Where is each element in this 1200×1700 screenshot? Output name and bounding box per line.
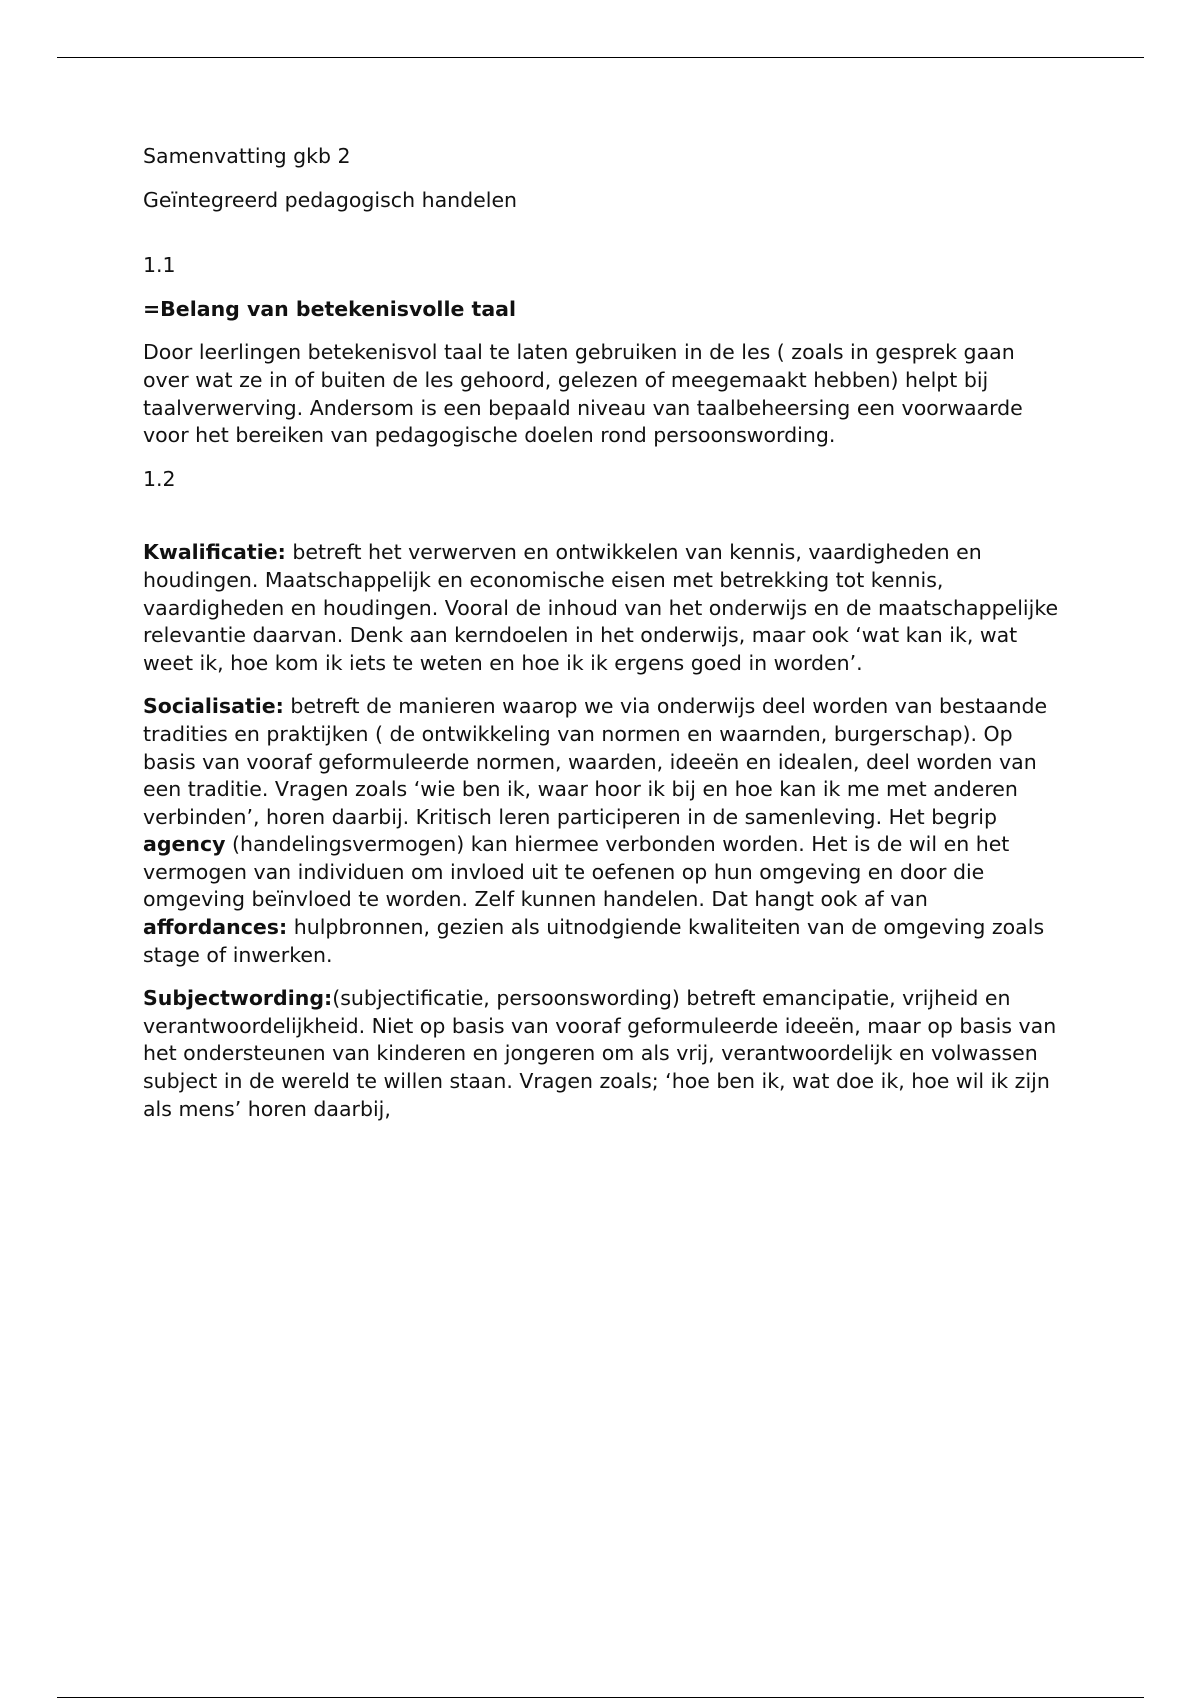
header-rule bbox=[57, 57, 1144, 58]
term-affordances: affordances: bbox=[143, 915, 288, 940]
term-subjectwording: Subjectwording: bbox=[143, 986, 333, 1011]
term-kwalificatie: Kwalificatie: bbox=[143, 540, 286, 565]
document-body bbox=[143, 143, 1063, 1139]
document-subtitle: Geïntegreerd pedagogisch handelen bbox=[143, 187, 518, 212]
text-socialisatie-2: (handelingsvermogen) kan hiermee verbonden worden. Het is de wil en het vermogen van individuen om invloed uit te oefenen op hun omgeving en door die omgeving beïnvloed te worden. Zelf kunnen handelen. Dat hangt ook af van bbox=[143, 832, 1010, 912]
footer-rule bbox=[57, 1697, 1144, 1698]
section-body-1-1: Door leerlingen betekenisvol taal te laten gebruiken in de les ( zoals in gesprek gaan over wat ze in of buiten de les gehoord, gelezen of meegemaakt hebben) helpt bij taalverwerving. Andersom is een bepaald niveau van taalbeheersing een voorwaarde voor het bereiken van pedagogische doelen rond persoonswording. bbox=[143, 340, 1023, 448]
paragraph-socialisatie bbox=[143, 693, 1063, 969]
text-subjectwording: (subjectificatie, persoonswording) betreft emancipatie, vrijheid en verantwoordelijkheid. Niet op basis van vooraf geformuleerde ideeën, maar op basis van het ondersteunen van kinderen en jongeren om als vrij, verantwoordelijk en volwassen subject in de wereld te willen staan. Vragen zoals; ‘hoe ben ik, wat doe ik, hoe wil ik zijn als mens’ horen daarbij, bbox=[143, 986, 1057, 1121]
section-number-1-2: 1.2 bbox=[143, 466, 176, 491]
text-socialisatie-3: hulpbronnen, gezien als uitnodgiende kwaliteiten van de omgeving zoals stage of inwerken. bbox=[143, 915, 1045, 967]
document-title: Samenvatting gkb 2 bbox=[143, 144, 351, 168]
paragraph-kwalificatie bbox=[143, 539, 1063, 677]
section-number-1-1: 1.1 bbox=[143, 253, 176, 278]
term-agency: agency bbox=[143, 832, 226, 857]
text-kwalificatie: betreft het verwerven en ontwikkelen van kennis, vaardigheden en houdingen. Maatschappelijk en economische eisen met betrekking tot kennis, vaardigheden en houdingen. Vooral de inhoud van het onderwijs en de maatschappelijke relevantie daarvan. Denk aan kerndoelen in het onderwijs, maar ook ‘wat kan ik, wat weet ik, hoe kom ik iets te weten en hoe ik ik ergens goed in worden’. bbox=[143, 540, 1059, 675]
section-heading-text: =Belang van betekenisvolle taal bbox=[143, 296, 517, 321]
term-socialisatie: Socialisatie: bbox=[143, 694, 284, 719]
paragraph-subjectwording bbox=[143, 985, 1063, 1123]
section-heading-1-1 bbox=[143, 296, 1063, 324]
text-socialisatie-1: betreft de manieren waarop we via onderwijs deel worden van bestaande tradities en praktijken ( de ontwikkeling van normen en waarnden, burgerschap). Op basis van vooraf geformuleerde normen, waarden, ideeën en idealen, deel worden van een traditie. Vragen zoals ‘wie ben ik, waar hoor ik bij en hoe kan ik me met anderen verbinden’, horen daarbij. Kritisch leren participeren in de samenleving. Het begrip bbox=[143, 694, 1048, 829]
